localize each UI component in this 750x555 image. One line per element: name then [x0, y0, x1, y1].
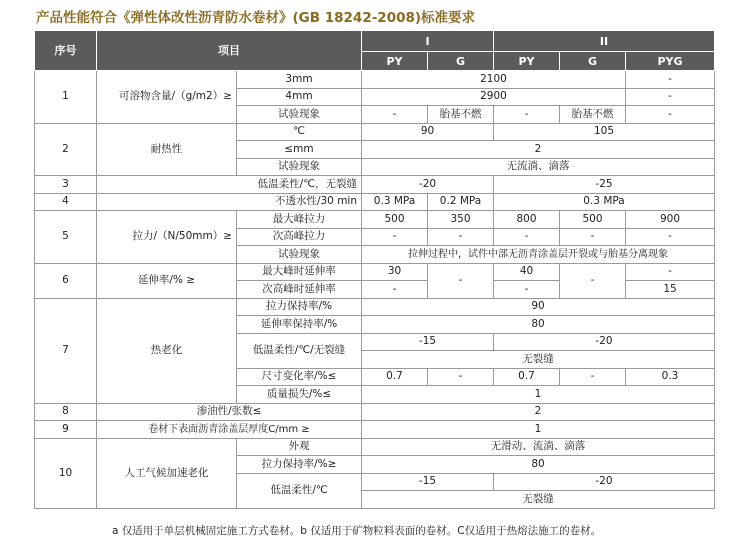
cell-value: 900 [626, 211, 715, 229]
cell-value: 80 [362, 456, 715, 474]
row-name: 低温柔性/℃，无裂缝 [97, 176, 362, 194]
sub-item: 拉力保持率/%≥ [237, 456, 362, 474]
header-py-i: PY [362, 52, 428, 71]
cell-value: 0.3 MPa [494, 193, 715, 211]
sub-item: 低温柔性/℃ [237, 473, 362, 508]
cell-value: - [494, 228, 560, 246]
cell-value: 无流淌、滴落 [362, 158, 715, 176]
cell-value: 500 [362, 211, 428, 229]
sub-item: 最大峰拉力 [237, 211, 362, 229]
cell-value: - [428, 228, 494, 246]
sub-item: 延伸率保持率/% [237, 316, 362, 334]
footnote: a 仅适用于单层机械固定施工方式卷材。b 仅适用于矿物粒料表面的卷材。C仅适用于热熔法施工的卷材。 [112, 525, 602, 537]
cell-value: 无裂缝 [362, 491, 715, 509]
cell-value: 1 [362, 421, 715, 439]
cell-value: 无裂缝 [362, 351, 715, 369]
cell-value: - [626, 71, 715, 89]
row-number: 5 [35, 211, 97, 264]
row-number: 8 [35, 403, 97, 421]
table-row [35, 421, 715, 439]
cell-value: 350 [428, 211, 494, 229]
cell-value: - [626, 88, 715, 106]
cell-value: 2900 [362, 88, 626, 106]
sub-item: ℃ [237, 123, 362, 141]
page-title: 产品性能符合《弹性体改性沥青防水卷材》(GB 18242-2008)标准要求 [36, 10, 476, 26]
header-g-ii: G [560, 52, 626, 71]
table-row [35, 71, 715, 89]
row-name: 不透水性/30 min [97, 193, 362, 211]
row-name: 延伸率/% ≥ [97, 263, 237, 298]
cell-value: - [560, 263, 626, 298]
table-row [35, 176, 715, 194]
header-pyg: PYG [626, 52, 715, 71]
cell-value: 0.3 [626, 368, 715, 386]
cell-value: - [626, 228, 715, 246]
cell-value: -20 [362, 176, 494, 194]
cell-value: 30 [362, 263, 428, 281]
header-seq: 序号 [35, 31, 97, 71]
cell-value: - [362, 228, 428, 246]
cell-value: -15 [362, 473, 494, 491]
cell-value: - [362, 106, 428, 124]
sub-item: 拉力保持率/% [237, 298, 362, 316]
cell-value: 0.7 [494, 368, 560, 386]
cell-value: 胎基不燃 [560, 106, 626, 124]
table-row [35, 211, 715, 229]
cell-value: 500 [560, 211, 626, 229]
header-py-ii: PY [494, 52, 560, 71]
cell-value: - [560, 228, 626, 246]
sub-item: 质量损失/%≤ [237, 386, 362, 404]
table-row [35, 263, 715, 281]
row-name: 渗油性/张数≤ [97, 403, 362, 421]
row-number: 1 [35, 71, 97, 124]
sub-item: 试验现象 [237, 106, 362, 124]
cell-value: - [560, 368, 626, 386]
cell-value: -20 [494, 333, 715, 351]
row-name: 热老化 [97, 298, 237, 403]
header-group-ii: II [494, 31, 715, 52]
cell-value: 1 [362, 386, 715, 404]
row-number: 3 [35, 176, 97, 194]
header-g-i: G [428, 52, 494, 71]
row-number: 6 [35, 263, 97, 298]
cell-value: - [362, 281, 428, 299]
table-row [35, 193, 715, 211]
cell-value: 2 [362, 403, 715, 421]
header-item: 项目 [97, 31, 362, 71]
table-row [35, 438, 715, 456]
row-name: 拉力/（N/50mm）≥ [97, 211, 237, 264]
cell-value: 2100 [362, 71, 626, 89]
cell-value: 无滑动、流淌、滴落 [362, 438, 715, 456]
cell-value: 80 [362, 316, 715, 334]
cell-value: - [626, 263, 715, 281]
row-number: 7 [35, 298, 97, 403]
cell-value: -15 [362, 333, 494, 351]
sub-item: 次高峰时延伸率 [237, 281, 362, 299]
cell-value: - [428, 368, 494, 386]
cell-value: 0.3 MPa [362, 193, 428, 211]
row-name: 耐热性 [97, 123, 237, 176]
row-name: 卷材下表面沥青涂盖层厚度C/mm ≥ [97, 421, 362, 439]
header-group-i: I [362, 31, 494, 52]
cell-value: 90 [362, 298, 715, 316]
cell-value: 胎基不燃 [428, 106, 494, 124]
sub-item: 外观 [237, 438, 362, 456]
row-number: 9 [35, 421, 97, 439]
cell-value: 90 [362, 123, 494, 141]
table-row [35, 403, 715, 421]
sub-item: 最大峰时延伸率 [237, 263, 362, 281]
row-number: 2 [35, 123, 97, 176]
row-number: 10 [35, 438, 97, 508]
sub-item: 试验现象 [237, 158, 362, 176]
cell-value: 0.2 MPa [428, 193, 494, 211]
row-name: 人工气候加速老化 [97, 438, 237, 508]
table-row [35, 123, 715, 141]
sub-item: 试验现象 [237, 246, 362, 264]
sub-item: ≤mm [237, 141, 362, 159]
cell-value: 800 [494, 211, 560, 229]
cell-value: - [494, 106, 560, 124]
cell-value: - [494, 281, 560, 299]
sub-item: 低温柔性/℃/无裂缝 [237, 333, 362, 368]
spec-table [34, 30, 715, 509]
cell-value: 40 [494, 263, 560, 281]
cell-value: - [428, 263, 494, 298]
table-row [35, 298, 715, 316]
cell-value: 0.7 [362, 368, 428, 386]
sub-item: 3mm [237, 71, 362, 89]
sub-item: 4mm [237, 88, 362, 106]
row-number: 4 [35, 193, 97, 211]
row-name: 可溶物含量/（g/m2）≥ [97, 71, 237, 124]
cell-value: 拉伸过程中，试件中部无沥青涂盖层开裂或与胎基分离现象 [362, 246, 715, 264]
cell-value: -20 [494, 473, 715, 491]
cell-value: -25 [494, 176, 715, 194]
cell-value: 2 [362, 141, 715, 159]
sub-item: 次高峰拉力 [237, 228, 362, 246]
cell-value: - [626, 106, 715, 124]
cell-value: 105 [494, 123, 715, 141]
sub-item: 尺寸变化率/%≤ [237, 368, 362, 386]
cell-value: 15 [626, 281, 715, 299]
